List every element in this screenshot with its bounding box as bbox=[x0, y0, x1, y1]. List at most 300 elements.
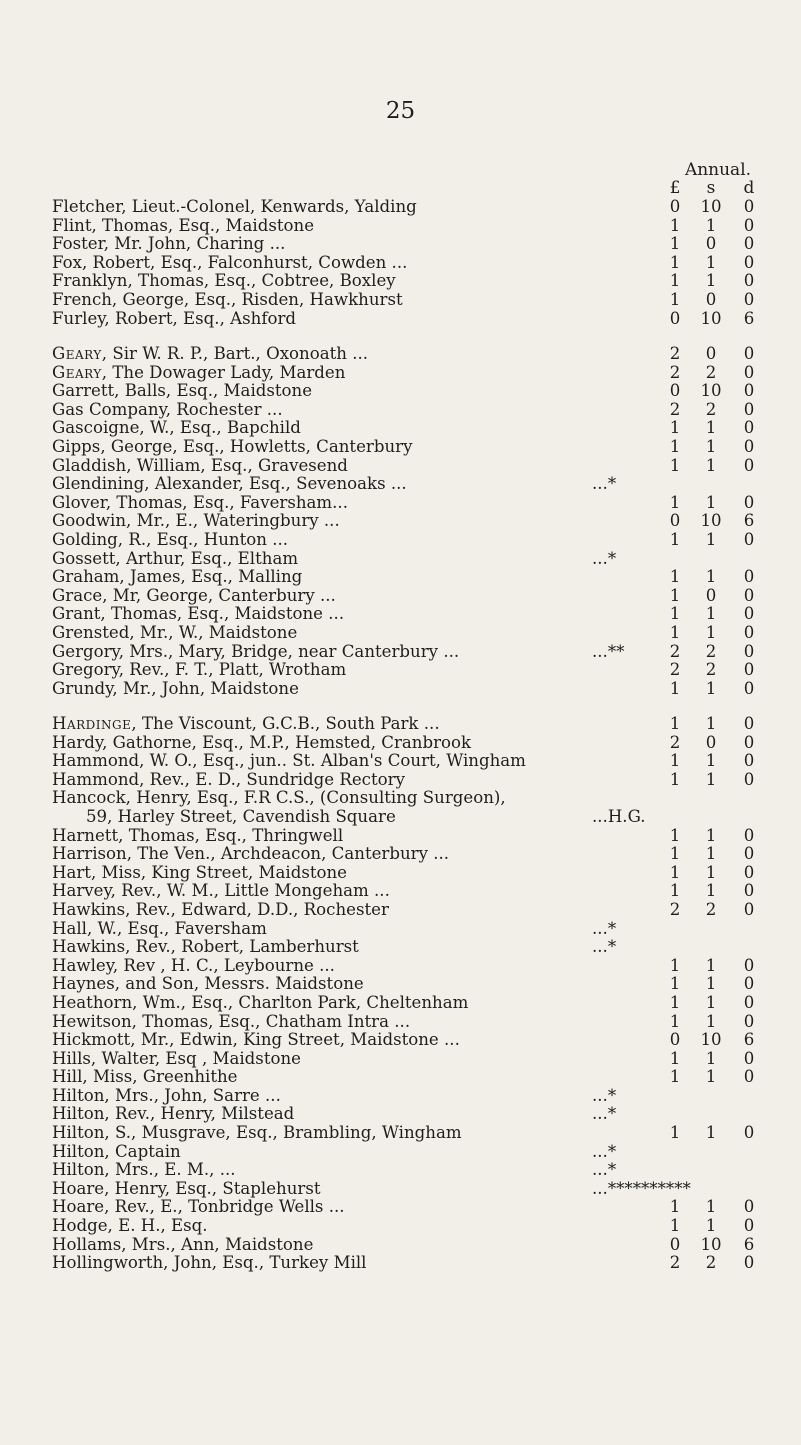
pounds-value: 2 bbox=[669, 660, 681, 680]
subscriber-row bbox=[52, 789, 792, 808]
shillings-value: 10 bbox=[700, 511, 722, 531]
pence-value: 0 bbox=[743, 418, 755, 438]
pounds-value: 1 bbox=[669, 604, 681, 624]
subscriber-row bbox=[52, 401, 792, 420]
pence-value: 0 bbox=[743, 862, 755, 882]
annual-amount bbox=[662, 531, 764, 550]
subscriber-name: Geary, The Dowager Lady, Marden bbox=[52, 362, 346, 382]
pounds-value: 1 bbox=[669, 751, 681, 771]
subscription-mark: ...* bbox=[592, 1104, 617, 1124]
pounds-value: 2 bbox=[669, 899, 681, 919]
subscriber-row bbox=[52, 198, 792, 217]
subscriber-name: Golding, R., Esq., Hunton ... bbox=[52, 529, 289, 549]
subscriber-row bbox=[52, 1068, 792, 1087]
subscriber-name: Glover, Thomas, Esq., Faversham... bbox=[52, 492, 348, 512]
subscription-mark: ...* bbox=[592, 1141, 617, 1161]
pence-value: 6 bbox=[743, 1030, 755, 1050]
subscriber-name: Hammond, Rev., E. D., Sundridge Rectory bbox=[52, 769, 405, 789]
subscriber-row bbox=[52, 938, 792, 957]
shillings-value: 0 bbox=[705, 289, 717, 309]
subscriber-name: Gladdish, William, Esq., Gravesend bbox=[52, 455, 348, 475]
pence-value: 0 bbox=[743, 289, 755, 309]
subscriber-name: Hawkins, Rev., Edward, D.D., Rochester bbox=[52, 899, 389, 919]
subscriber-row bbox=[52, 920, 792, 939]
shilling-heading: s bbox=[706, 178, 716, 198]
subscriber-row bbox=[52, 864, 792, 883]
subscriber-row bbox=[52, 1217, 792, 1236]
pence-value: 0 bbox=[743, 751, 755, 771]
subscriber-row bbox=[52, 808, 792, 827]
subscriber-name: Harnett, Thomas, Esq., Thringwell bbox=[52, 825, 344, 845]
annual-amount bbox=[662, 1124, 764, 1143]
pence-value: 0 bbox=[743, 844, 755, 864]
annual-amount bbox=[662, 975, 764, 994]
pounds-value: 1 bbox=[669, 1123, 681, 1143]
pounds-value: 1 bbox=[669, 234, 681, 254]
shillings-value: 1 bbox=[705, 604, 717, 624]
pounds-value: 1 bbox=[669, 769, 681, 789]
subscriber-row bbox=[52, 734, 792, 753]
pence-value: 0 bbox=[743, 992, 755, 1012]
subscriber-name: Garrett, Balls, Esq., Maidstone bbox=[52, 381, 313, 401]
subscriber-name: Heathorn, Wm., Esq., Charlton Park, Cheltenham bbox=[52, 992, 469, 1012]
subscriber-name: Geary, Sir W. R. P., Bart., Oxonoath ... bbox=[52, 344, 369, 363]
subscription-mark: ...********** bbox=[592, 1178, 691, 1198]
shillings-value: 1 bbox=[705, 678, 717, 698]
shillings-value: 2 bbox=[705, 899, 717, 919]
subscriber-name: Hoare, Rev., E., Tonbridge Wells ... bbox=[52, 1197, 345, 1217]
pounds-value: 1 bbox=[669, 492, 681, 512]
annual-amount bbox=[662, 235, 764, 254]
currency-heading bbox=[662, 178, 782, 198]
pounds-value: 1 bbox=[669, 862, 681, 882]
subscriber-row bbox=[52, 752, 792, 771]
shillings-value: 1 bbox=[705, 955, 717, 975]
pounds-value: 1 bbox=[669, 289, 681, 309]
pence-value: 0 bbox=[743, 455, 755, 475]
subscriber-name: Hilton, Captain bbox=[52, 1141, 181, 1161]
annual-amount bbox=[662, 1254, 764, 1273]
shillings-value: 0 bbox=[705, 585, 717, 605]
subscription-mark: ...* bbox=[592, 1160, 617, 1180]
subscriber-name: Hilton, Rev., Henry, Milstead bbox=[52, 1104, 295, 1124]
subscriber-name: Furley, Robert, Esq., Ashford bbox=[52, 308, 297, 328]
pence-value: 0 bbox=[743, 197, 755, 216]
subscriber-row bbox=[52, 291, 792, 310]
subscriber-name: 59, Harley Street, Cavendish Square bbox=[86, 806, 396, 826]
annual-amount bbox=[662, 882, 764, 901]
subscription-mark: ...* bbox=[592, 1085, 617, 1105]
annual-amount bbox=[662, 217, 764, 236]
pence-value: 0 bbox=[743, 529, 755, 549]
subscriber-name: French, George, Esq., Risden, Hawkhurst bbox=[52, 289, 403, 309]
subscriber-row bbox=[52, 494, 792, 513]
annual-amount bbox=[662, 752, 764, 771]
pence-value: 0 bbox=[743, 1123, 755, 1143]
annual-amount bbox=[662, 382, 764, 401]
subscriber-name: Haynes, and Son, Messrs. Maidstone bbox=[52, 974, 364, 994]
annual-amount bbox=[662, 568, 764, 587]
annual-amount bbox=[662, 864, 764, 883]
subscriber-row bbox=[52, 217, 792, 236]
shillings-value: 1 bbox=[705, 769, 717, 789]
pence-value: 0 bbox=[743, 585, 755, 605]
annual-amount bbox=[662, 587, 764, 606]
subscriber-row bbox=[52, 1143, 792, 1162]
subscriber-row bbox=[52, 1236, 792, 1255]
subscriber-name: Hilton, Mrs., John, Sarre ... bbox=[52, 1085, 281, 1105]
annual-amount bbox=[662, 272, 764, 291]
subscriber-name: Hills, Walter, Esq , Maidstone bbox=[52, 1048, 301, 1068]
subscriber-name: Hewitson, Thomas, Esq., Chatham Intra ... bbox=[52, 1011, 411, 1031]
shillings-value: 0 bbox=[705, 732, 717, 752]
pence-value: 0 bbox=[743, 825, 755, 845]
subscriber-row bbox=[52, 568, 792, 587]
subscriber-name: Glendining, Alexander, Esq., Sevenoaks ... bbox=[52, 474, 407, 494]
annual-amount bbox=[662, 605, 764, 624]
annual-amount bbox=[662, 643, 764, 662]
shillings-value: 1 bbox=[705, 567, 717, 587]
pence-value: 0 bbox=[743, 1197, 755, 1217]
subscriber-row bbox=[52, 975, 792, 994]
annual-amount bbox=[662, 254, 764, 273]
pounds-value: 1 bbox=[669, 678, 681, 698]
subscriber-row bbox=[52, 1254, 792, 1273]
pounds-value: 1 bbox=[669, 455, 681, 475]
subscriber-name: Hall, W., Esq., Faversham bbox=[52, 918, 267, 938]
subscriber-row bbox=[52, 1105, 792, 1124]
pence-value: 0 bbox=[743, 899, 755, 919]
pence-value: 0 bbox=[743, 1067, 755, 1087]
subscriber-row bbox=[52, 605, 792, 624]
pounds-value: 1 bbox=[669, 252, 681, 272]
pounds-value: 2 bbox=[669, 641, 681, 661]
pounds-value: 1 bbox=[669, 215, 681, 235]
annual-amount bbox=[662, 661, 764, 680]
pounds-value: 2 bbox=[669, 344, 681, 363]
pence-value: 0 bbox=[743, 678, 755, 698]
annual-amount bbox=[662, 1050, 764, 1069]
pounds-value: 1 bbox=[669, 271, 681, 291]
pence-value: 0 bbox=[743, 362, 755, 382]
subscriber-row bbox=[52, 587, 792, 606]
subscriber-name: Grace, Mr, George, Canterbury ... bbox=[52, 585, 336, 605]
annual-amount bbox=[662, 1198, 764, 1217]
subscriber-row bbox=[52, 1087, 792, 1106]
subscriber-name: Hoare, Henry, Esq., Staplehurst bbox=[52, 1178, 321, 1198]
subscriber-row bbox=[52, 550, 792, 569]
subscriber-row bbox=[52, 531, 792, 550]
annual-amount bbox=[662, 715, 764, 734]
pounds-value: 1 bbox=[669, 529, 681, 549]
subscriber-name: Harvey, Rev., W. M., Little Mongeham ... bbox=[52, 881, 390, 901]
subscriber-name: Hammond, W. O., Esq., jun.. St. Alban's Court, Wingham bbox=[52, 751, 526, 771]
shillings-value: 2 bbox=[705, 641, 717, 661]
shillings-value: 2 bbox=[705, 399, 717, 419]
subscriber-row bbox=[52, 661, 792, 680]
subscriber-name: Hancock, Henry, Esq., F.R C.S., (Consulting Surgeon), bbox=[52, 788, 506, 808]
annual-amount bbox=[662, 291, 764, 310]
shillings-value: 1 bbox=[705, 215, 717, 235]
pounds-value: 1 bbox=[669, 1067, 681, 1087]
annual-amount bbox=[662, 419, 764, 438]
subscriber-name: Hill, Miss, Greenhithe bbox=[52, 1067, 238, 1087]
subscriber-row bbox=[52, 624, 792, 643]
annual-amount bbox=[662, 680, 764, 699]
pence-value: 0 bbox=[743, 1216, 755, 1236]
subscriber-row bbox=[52, 680, 792, 699]
annual-amount bbox=[662, 345, 764, 364]
subscriber-row bbox=[52, 1124, 792, 1143]
shillings-value: 1 bbox=[705, 271, 717, 291]
annual-amount bbox=[662, 845, 764, 864]
subscriber-row bbox=[52, 1031, 792, 1050]
subscriber-row bbox=[52, 1161, 792, 1180]
subscriber-name: Hickmott, Mr., Edwin, King Street, Maidstone ... bbox=[52, 1030, 460, 1050]
pence-value: 0 bbox=[743, 234, 755, 254]
pence-value: 0 bbox=[743, 492, 755, 512]
subscriber-name: Gossett, Arthur, Esq., Eltham bbox=[52, 548, 299, 568]
pounds-value: 1 bbox=[669, 622, 681, 642]
pounds-value: 1 bbox=[669, 992, 681, 1012]
annual-amount bbox=[662, 494, 764, 513]
shillings-value: 1 bbox=[705, 1067, 717, 1087]
pence-value: 0 bbox=[743, 215, 755, 235]
subscriber-name: Foster, Mr. John, Charing ... bbox=[52, 234, 286, 254]
letter-section bbox=[52, 345, 792, 698]
pounds-value: 2 bbox=[669, 399, 681, 419]
pence-value: 0 bbox=[743, 622, 755, 642]
shillings-value: 1 bbox=[705, 825, 717, 845]
subscriber-row bbox=[52, 901, 792, 920]
pounds-value: 0 bbox=[669, 381, 681, 401]
shillings-value: 1 bbox=[705, 881, 717, 901]
pence-value: 0 bbox=[743, 567, 755, 587]
subscriber-row bbox=[52, 1180, 792, 1199]
pence-value: 0 bbox=[743, 955, 755, 975]
subscriber-name: Goodwin, Mr., E., Wateringbury ... bbox=[52, 511, 340, 531]
subscriber-name: Harrison, The Ven., Archdeacon, Canterbury ... bbox=[52, 844, 450, 864]
annual-amount bbox=[662, 512, 764, 531]
shillings-value: 2 bbox=[705, 362, 717, 382]
pounds-value: 0 bbox=[669, 197, 681, 216]
pence-value: 6 bbox=[743, 511, 755, 531]
shillings-value: 1 bbox=[705, 1048, 717, 1068]
shillings-value: 1 bbox=[705, 492, 717, 512]
shillings-value: 0 bbox=[705, 234, 717, 254]
shillings-value: 1 bbox=[705, 1197, 717, 1217]
subscriber-row bbox=[52, 1013, 792, 1032]
pence-value: 0 bbox=[743, 641, 755, 661]
shillings-value: 1 bbox=[705, 992, 717, 1012]
subscriber-row bbox=[52, 419, 792, 438]
letter-section bbox=[52, 715, 792, 1273]
pence-heading: d bbox=[743, 178, 755, 198]
shillings-value: 1 bbox=[705, 714, 717, 733]
annual-amount bbox=[662, 1068, 764, 1087]
subscription-mark: ...* bbox=[592, 548, 617, 568]
subscriber-name: Grensted, Mr., W., Maidstone bbox=[52, 622, 298, 642]
annual-amount bbox=[662, 1013, 764, 1032]
subscriber-row bbox=[52, 254, 792, 273]
pounds-value: 1 bbox=[669, 1197, 681, 1217]
annual-amount bbox=[662, 401, 764, 420]
subscriber-name: Hardinge, The Viscount, G.C.B., South Park ... bbox=[52, 714, 440, 733]
pounds-value: 1 bbox=[669, 1011, 681, 1031]
pence-value: 0 bbox=[743, 271, 755, 291]
subscriber-name: Gas Company, Rochester ... bbox=[52, 399, 283, 419]
annual-amount bbox=[662, 198, 764, 217]
subscriber-name: Hilton, S., Musgrave, Esq., Brambling, Wingham bbox=[52, 1123, 462, 1143]
pound-heading: £ bbox=[669, 178, 681, 198]
subscriber-row bbox=[52, 827, 792, 846]
pounds-value: 1 bbox=[669, 714, 681, 733]
subscriber-row bbox=[52, 715, 792, 734]
subscriber-name: Hawley, Rev , H. C., Leybourne ... bbox=[52, 955, 335, 975]
pence-value: 0 bbox=[743, 732, 755, 752]
pence-value: 0 bbox=[743, 1253, 755, 1273]
shillings-value: 2 bbox=[705, 1253, 717, 1273]
pounds-value: 0 bbox=[669, 308, 681, 328]
pence-value: 0 bbox=[743, 1011, 755, 1031]
subscriber-row bbox=[52, 512, 792, 531]
subscriber-row bbox=[52, 310, 792, 329]
pence-value: 0 bbox=[743, 344, 755, 363]
pounds-value: 0 bbox=[669, 1030, 681, 1050]
pounds-value: 1 bbox=[669, 825, 681, 845]
pence-value: 0 bbox=[743, 381, 755, 401]
subscriber-row bbox=[52, 771, 792, 790]
shillings-value: 1 bbox=[705, 974, 717, 994]
annual-amount bbox=[662, 1031, 764, 1050]
pounds-value: 1 bbox=[669, 1216, 681, 1236]
annual-amount bbox=[662, 1217, 764, 1236]
shillings-value: 10 bbox=[700, 1234, 722, 1254]
subscriber-row bbox=[52, 475, 792, 494]
shillings-value: 0 bbox=[705, 344, 717, 363]
subscriber-row bbox=[52, 438, 792, 457]
subscriber-row bbox=[52, 235, 792, 254]
subscriber-row bbox=[52, 457, 792, 476]
shillings-value: 10 bbox=[700, 381, 722, 401]
subscriber-name: Hardy, Gathorne, Esq., M.P., Hemsted, Cranbrook bbox=[52, 732, 472, 752]
annual-amount bbox=[662, 457, 764, 476]
subscription-mark: ...* bbox=[592, 937, 617, 957]
pence-value: 0 bbox=[743, 436, 755, 456]
pounds-value: 1 bbox=[669, 436, 681, 456]
annual-amount bbox=[662, 1236, 764, 1255]
subscriber-row bbox=[52, 957, 792, 976]
subscriber-name: Hollams, Mrs., Ann, Maidstone bbox=[52, 1234, 314, 1254]
subscriber-name: Grant, Thomas, Esq., Maidstone ... bbox=[52, 604, 345, 624]
shillings-value: 1 bbox=[705, 436, 717, 456]
subscriber-name: Hart, Miss, King Street, Maidstone bbox=[52, 862, 348, 882]
subscriber-row bbox=[52, 882, 792, 901]
shillings-value: 1 bbox=[705, 622, 717, 642]
shillings-value: 1 bbox=[705, 418, 717, 438]
subscriber-row bbox=[52, 1198, 792, 1217]
pence-value: 0 bbox=[743, 604, 755, 624]
pence-value: 0 bbox=[743, 1048, 755, 1068]
annual-amount bbox=[662, 438, 764, 457]
subscriber-row bbox=[52, 272, 792, 291]
shillings-value: 1 bbox=[705, 844, 717, 864]
shillings-value: 1 bbox=[705, 1216, 717, 1236]
pounds-value: 0 bbox=[669, 511, 681, 531]
pence-value: 6 bbox=[743, 1234, 755, 1254]
annual-amount bbox=[662, 901, 764, 920]
letter-section bbox=[52, 198, 792, 328]
pence-value: 0 bbox=[743, 660, 755, 680]
subscriber-name: Graham, James, Esq., Malling bbox=[52, 567, 303, 587]
pence-value: 0 bbox=[743, 974, 755, 994]
subscriber-name: Fletcher, Lieut.-Colonel, Kenwards, Yalding bbox=[52, 197, 417, 216]
annual-amount bbox=[662, 957, 764, 976]
subscriber-row bbox=[52, 643, 792, 662]
subscription-mark: ...* bbox=[592, 474, 617, 494]
subscriber-name: Flint, Thomas, Esq., Maidstone bbox=[52, 215, 315, 235]
pounds-value: 1 bbox=[669, 881, 681, 901]
subscriber-name: Hollingworth, John, Esq., Turkey Mill bbox=[52, 1253, 367, 1273]
pounds-value: 1 bbox=[669, 955, 681, 975]
shillings-value: 10 bbox=[700, 1030, 722, 1050]
pence-value: 0 bbox=[743, 714, 755, 733]
shillings-value: 1 bbox=[705, 1123, 717, 1143]
subscriber-name: Hawkins, Rev., Robert, Lamberhurst bbox=[52, 937, 359, 957]
subscriber-name: Gergory, Mrs., Mary, Bridge, near Canterbury ... bbox=[52, 641, 460, 661]
pence-value: 0 bbox=[743, 399, 755, 419]
pounds-value: 1 bbox=[669, 844, 681, 864]
shillings-value: 2 bbox=[705, 660, 717, 680]
shillings-value: 1 bbox=[705, 252, 717, 272]
annual-amount bbox=[662, 771, 764, 790]
pounds-value: 2 bbox=[669, 732, 681, 752]
annual-amount bbox=[662, 827, 764, 846]
subscription-mark: ...* bbox=[592, 918, 617, 938]
pounds-value: 1 bbox=[669, 1048, 681, 1068]
shillings-value: 1 bbox=[705, 751, 717, 771]
subscription-mark: ...** bbox=[592, 641, 625, 661]
pence-value: 6 bbox=[743, 308, 755, 328]
shillings-value: 10 bbox=[700, 308, 722, 328]
pence-value: 0 bbox=[743, 252, 755, 272]
pounds-value: 1 bbox=[669, 418, 681, 438]
pounds-value: 0 bbox=[669, 1234, 681, 1254]
shillings-value: 1 bbox=[705, 529, 717, 549]
subscriber-name: Gipps, George, Esq., Howletts, Canterbury bbox=[52, 436, 413, 456]
pounds-value: 2 bbox=[669, 1253, 681, 1273]
subscriber-row bbox=[52, 364, 792, 383]
subscription-mark: ...H.G. bbox=[592, 806, 646, 826]
subscriber-name: Hodge, E. H., Esq. bbox=[52, 1216, 208, 1236]
subscriber-row bbox=[52, 994, 792, 1013]
subscriber-name: Gascoigne, W., Esq., Bapchild bbox=[52, 418, 301, 438]
annual-amount bbox=[662, 994, 764, 1013]
pence-value: 0 bbox=[743, 769, 755, 789]
subscriber-row bbox=[52, 345, 792, 364]
subscriber-row bbox=[52, 845, 792, 864]
subscriber-name: Hilton, Mrs., E. M., ... bbox=[52, 1160, 236, 1180]
pounds-value: 1 bbox=[669, 585, 681, 605]
shillings-value: 1 bbox=[705, 862, 717, 882]
subscriber-row bbox=[52, 382, 792, 401]
shillings-value: 1 bbox=[705, 455, 717, 475]
annual-amount bbox=[662, 734, 764, 753]
pounds-value: 1 bbox=[669, 974, 681, 994]
pence-value: 0 bbox=[743, 881, 755, 901]
annual-amount bbox=[662, 364, 764, 383]
annual-amount bbox=[662, 624, 764, 643]
